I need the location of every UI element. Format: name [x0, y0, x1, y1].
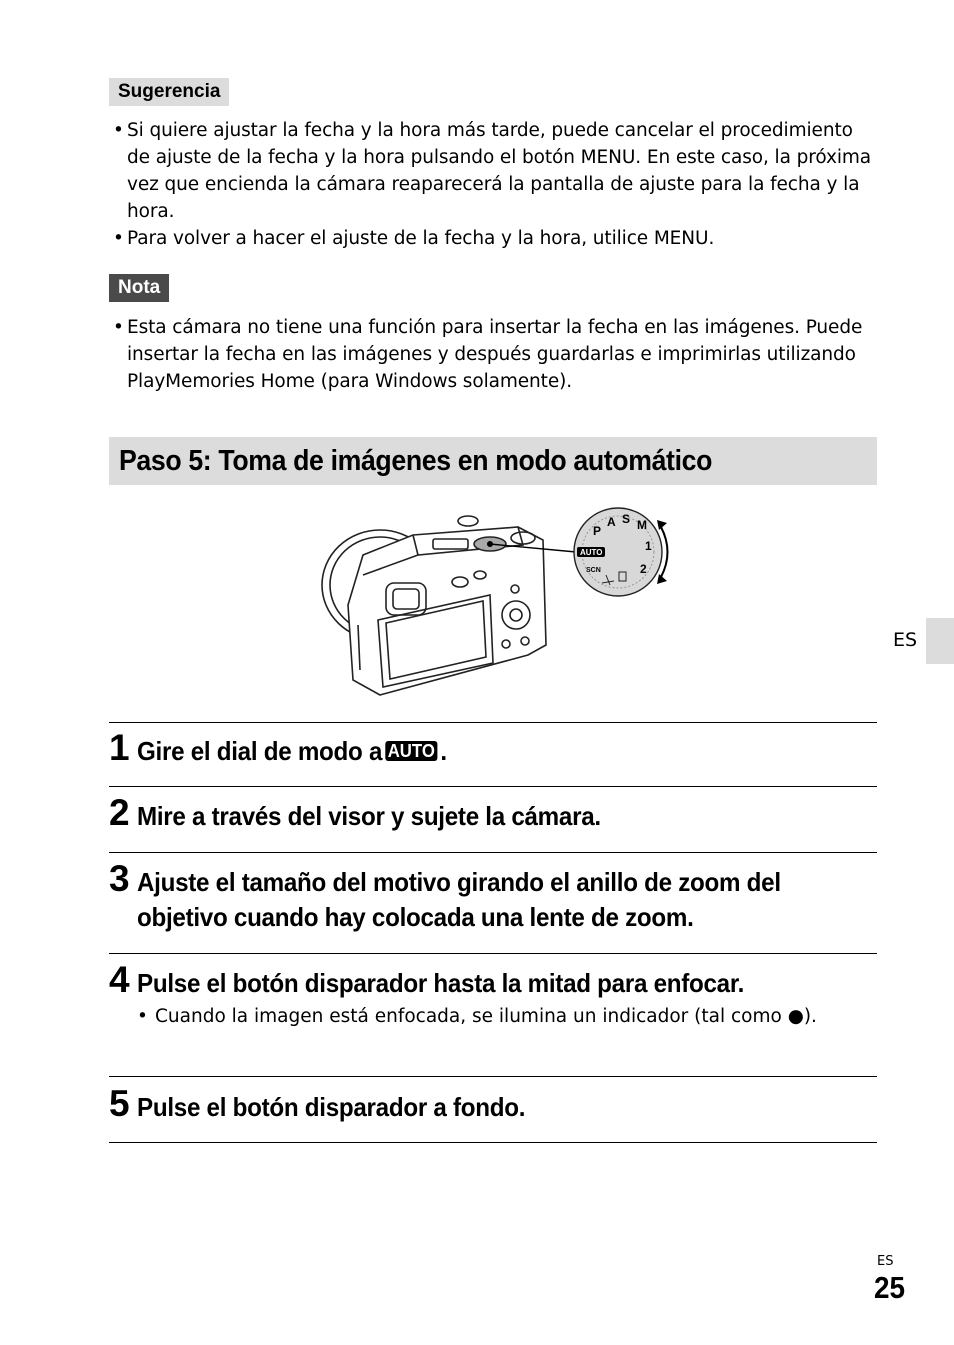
tip-item: • Para volver a hacer el ajuste de la fecha y la hora, utilice MENU. [113, 225, 873, 252]
step-text: Ajuste el tamaño del motivo girando el anillo de zoom del objetivo cuando hay colocada una lente de zoom. [137, 867, 781, 932]
step-number: 5 [109, 1083, 130, 1124]
step-divider [109, 1076, 877, 1077]
page-number: 25 [874, 1270, 906, 1305]
dial-label-m: M [637, 518, 647, 532]
step-number: 4 [109, 959, 130, 1000]
camera-icon [322, 516, 546, 695]
step-divider [109, 953, 877, 954]
camera-mode-dial-illustration [318, 505, 678, 700]
dial-label-2: 2 [640, 562, 647, 576]
dial-label-1: 1 [645, 539, 652, 553]
footer-language: ES [877, 1254, 894, 1269]
step-number: 1 [109, 727, 130, 768]
dial-label-scn: SCN [586, 567, 601, 574]
auto-mode-icon: AUTO [385, 741, 438, 761]
step-text-part: . [440, 736, 447, 766]
side-language-tab [926, 618, 954, 664]
tip-item: • Si quiere ajustar la fecha y la hora más tarde, puede cancelar el procedimiento de ajuste de la fecha y la hora pulsando el botón MENU. En este caso, la próxima vez que encienda la cámara reaparecerá la pantalla de ajuste para la fecha y la hora. [113, 117, 873, 225]
step-divider [109, 786, 877, 787]
note-label: Nota [109, 274, 169, 302]
note-list [113, 314, 873, 395]
tip-list [113, 117, 873, 252]
step-text-part: Gire el dial de modo a [137, 736, 383, 766]
step-number: 2 [109, 792, 130, 833]
step-number: 3 [109, 858, 130, 899]
step-divider [109, 1142, 877, 1143]
note-item: • Esta cámara no tiene una función para insertar la fecha en las imágenes. Puede insertar la fecha en las imágenes y después guardarlas e imprimirlas utilizando PlayMemories Home (para Windows solamente). [113, 314, 873, 395]
section-header [109, 437, 877, 485]
section-title: Paso 5: Toma de imágenes en modo automático [119, 445, 713, 477]
step-text: Mire a través del visor y sujete la cámara. [137, 801, 601, 831]
step-sub-item: • Cuando la imagen está enfocada, se ilumina un indicador (tal como ●). [137, 1002, 855, 1031]
step-divider [109, 722, 877, 723]
side-language-label: ES [893, 629, 918, 651]
step-divider [109, 852, 877, 853]
mode-dial-icon [574, 508, 662, 596]
dial-label-p: P [593, 524, 602, 538]
dial-label-a: A [607, 515, 616, 529]
step-text: Pulse el botón disparador hasta la mitad para enfocar. [137, 968, 745, 998]
dial-label-s: S [622, 512, 631, 526]
step-text: Pulse el botón disparador a fondo. [137, 1092, 526, 1122]
step-text [137, 734, 807, 769]
dial-label-auto: AUTO [580, 548, 603, 557]
tip-label: Sugerencia [109, 78, 229, 106]
